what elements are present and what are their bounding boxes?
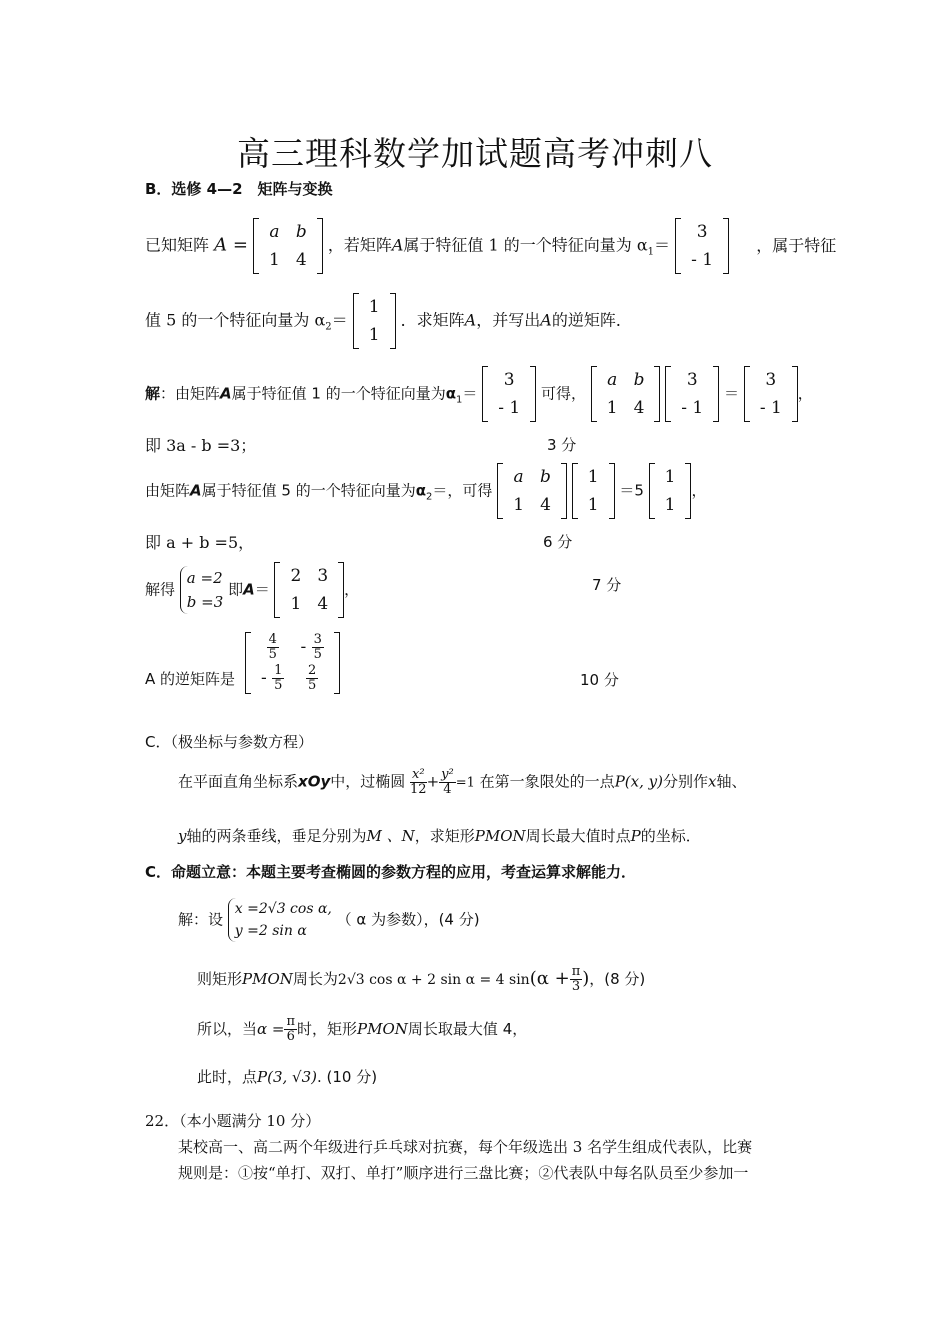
question-c-line2: y轴的两条垂线，垂足分别为M 、N，求矩形PMON周长最大值时点P的坐标． — [178, 827, 701, 845]
solution-b-line5: 解得 a =2 b =3 即A＝ 2 3 1 4 ， — [145, 562, 359, 618]
question-b-line1: 已知矩阵 A = a b 1 4 ，若矩阵A属于特征值 1 的一个特征向量为 $\alpha_1=$ 3 - 1 ，属于特征 — [145, 218, 836, 274]
eigenvector-2: 1 1 — [353, 293, 396, 349]
matrix-a: a b 1 4 — [253, 218, 323, 274]
solution-c-line4: 此时，点P(3, √3). (10 分) — [197, 1068, 378, 1086]
page-title: 高三理科数学加试题高考冲刺八 — [237, 134, 713, 173]
score-10: 10 分 — [580, 671, 619, 689]
section-c-heading: C．（极坐标与参数方程） — [145, 733, 313, 751]
section-b-heading: B．选修 4—2 矩阵与变换 — [145, 180, 333, 198]
section-c-intent: C．命题立意：本题主要考查椭圆的参数方程的应用，考查运算求解能力． — [145, 863, 637, 881]
solution-b-line6: A 的逆矩阵是 — [145, 670, 236, 688]
score-3: 3 分 — [547, 436, 577, 454]
q-text: 已知矩阵 — [145, 235, 210, 255]
solution-c-line3: 所以，当α = $\frac{\pi}{6}$ 时，矩形PMON周长取最大值 4， — [197, 1014, 528, 1044]
solution-b-line1: 解：由矩阵A属于特征值 1 的一个特征向量为$\alpha_1=$ 3 - 1 可得， a b 1 4 3 - 1 ＝ 3 - 1 ， — [145, 366, 813, 422]
q22-line1: 某校高一、高二两个年级进行乒乓球对抗赛，每个年级选出 3 名学生组成代表队，比赛 — [178, 1138, 753, 1156]
solution-b-line3: 由矩阵A属于特征值 5 的一个特征向量为$\alpha_2=$，可得 a b 1 4 1 1 ＝5 1 1 ， — [145, 463, 706, 519]
question-c-line1: 在平面直角坐标系xOy中，过椭圆 $\frac{\text{x²}}{12}$ + $\frac{\text{y²}}{4}$ =1 在第一象限处的一点P(x, y)分别作x轴、 — [178, 767, 747, 797]
q-text: ，若矩阵 — [327, 235, 392, 255]
q-text: 属于特征值 1 的一个特征向量为 α — [403, 235, 648, 255]
q-matrix-symbol: A = — [214, 234, 248, 256]
solution-b-line4: 即 a + b =5， — [145, 533, 255, 552]
solution-b-line2: 即 3a - b =3； — [145, 436, 257, 455]
matrix-result: 2 3 1 4 — [274, 562, 344, 618]
score-6: 6 分 — [543, 533, 573, 551]
eigenvector-1: 3 - 1 — [675, 218, 729, 274]
q22-heading: 22．（本小题满分 10 分） — [145, 1112, 321, 1130]
inverse-matrix: $\frac{4}{5}$ - $\frac{3}{5}$ - $\frac{1}{5}$ $\frac{2}{5}$ — [245, 632, 340, 694]
score-7: 7 分 — [592, 576, 622, 594]
solution-c-line1: 解：设 x =2√3 cos α, y =2 sin α （ α 为参数），(4 分) — [178, 898, 480, 942]
system-ab: a =2 b =3 — [180, 566, 223, 614]
q-text: ，属于特征 — [756, 235, 837, 255]
question-b-line2: 值 5 的一个特征向量为 $\alpha_2=$ 1 1 ．求矩阵A，并写出A的逆矩阵． — [145, 293, 632, 349]
q22-line2: 规则是：①按“单打、双打、单打”顺序进行三盘比赛；②代表队中每名队员至少参加一 — [178, 1164, 749, 1182]
solution-c-line2: 则矩形PMON周长为2√3 cos α + 2 sin α = 4 sin(α + $\frac{\pi}{3}$ )，(8 分) — [197, 964, 646, 994]
